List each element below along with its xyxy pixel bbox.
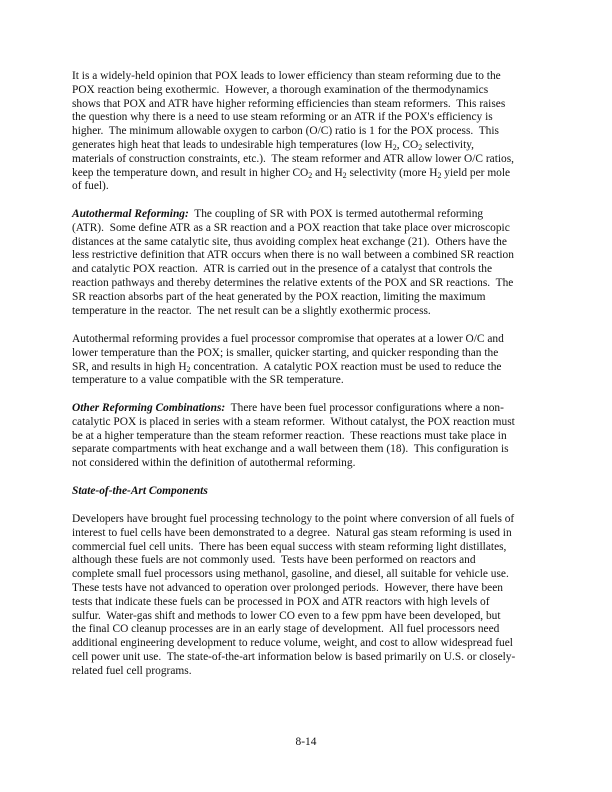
text-line: materials of construction constraints, etc.). The steam reformer and ATR allow lower O/C ratios, bbox=[72, 152, 515, 165]
text-line: the question why there is a need to use steam reforming or an ATR if the POX's efficiency is bbox=[72, 111, 493, 124]
text-line: lower temperature than the POX; is smaller, quicker starting, and quicker responding than the bbox=[72, 346, 499, 359]
text-line: higher. The minimum allowable oxygen to carbon (O/C) ratio is 1 for the POX process. This bbox=[72, 125, 499, 138]
text-line bbox=[72, 402, 552, 416]
text-run: There have been fuel processor configurations where a non- bbox=[225, 402, 504, 414]
paragraph-pox-efficiency bbox=[72, 70, 552, 194]
page-number: 8-14 bbox=[295, 736, 317, 748]
text-line: additional engineering development to reduce volume, weight, and cost to allow widespread fuel bbox=[72, 637, 513, 650]
text-line: cell power unit use. The state-of-the-art information below is based primarily on U.S. or closely- bbox=[72, 650, 516, 663]
text-line: sulfur. Water-gas shift and methods to lower CO even to a few ppm have been developed, but bbox=[72, 609, 501, 622]
text-line: Autothermal reforming provides a fuel processor compromise that operates at a lower O/C and bbox=[72, 333, 504, 345]
text-line: related fuel cell programs. bbox=[72, 664, 192, 677]
text-line: reaction pathways and thereby determines the relative extents of the POX and SR reactions. The bbox=[72, 276, 514, 289]
text-run: The coupling of SR with POX is termed autothermal reforming bbox=[188, 208, 484, 220]
text-line: of fuel). bbox=[72, 180, 109, 193]
text-line: SR, and results in high $H_2$ concentration. A catalytic POX reaction must be used to reduce the bbox=[72, 360, 502, 374]
text-line: generates high heat that leads to undesirable high temperatures (low $H_2$, $CO_2$ selectivity, bbox=[72, 138, 475, 152]
text-line: distances at the same catalytic site, thus avoiding complex heat exchange (21). Others have the bbox=[72, 235, 507, 248]
text-line: It is a widely-held opinion that POX leads to lower efficiency than steam reforming due to the bbox=[72, 70, 501, 82]
text-line: temperature in the reactor. The net result can be a slightly exothermic process. bbox=[72, 304, 431, 317]
text-line: POX reaction being exothermic. However, a thorough examination of the thermodynamics bbox=[72, 83, 489, 96]
paragraph-other-combinations bbox=[72, 402, 552, 471]
text-line: and catalytic POX reaction. ATR is carried out in the presence of a catalyst that controls the bbox=[72, 263, 493, 276]
text-line: keep the temperature down, and result in higher $CO_2$ and $H_2$ selectivity (more $H_2$ yield per mole bbox=[72, 166, 511, 180]
text-line: shows that POX and ATR have higher reforming efficiencies than steam reformers. This raises bbox=[72, 97, 506, 110]
text-line: commercial fuel cell units. There has been equal success with steam reforming light distillates, bbox=[72, 540, 507, 553]
text-line: complete small fuel processors using methanol, gasoline, and diesel, all suitable for vehicle use. bbox=[72, 568, 509, 581]
section-heading-autothermal: Autothermal Reforming: bbox=[72, 208, 189, 220]
text-line: less restrictive definition that ATR occurs when there is no wall between a combined SR reaction bbox=[72, 249, 514, 262]
text-line: not considered within the definition of autothermal reforming. bbox=[72, 457, 356, 470]
text-line: separate compartments with heat exchange and a wall between them (18). This configuration is bbox=[72, 443, 509, 456]
text-line: although these fuels are not commonly used. Tests have been performed on reactors and bbox=[72, 554, 476, 567]
paragraph-atr-compromise bbox=[72, 333, 552, 388]
text-line: tests that indicate these fuels can be processed in POX and ATR reactors with high levels of bbox=[72, 595, 490, 608]
text-line: temperature to a value compatible with the SR temperature. bbox=[72, 374, 344, 387]
text-line: (ATR). Some define ATR as a SR reaction and a POX reaction that take place over microscopic bbox=[72, 221, 510, 234]
section-heading-state-of-the-art: State-of-the-Art Components bbox=[72, 485, 208, 497]
section-state-of-the-art bbox=[72, 485, 552, 499]
paragraph-developers bbox=[72, 513, 552, 679]
text-line: the final CO cleanup processes are in an early stage of development. All fuel processors need bbox=[72, 623, 500, 636]
text-line: These tests have not advanced to operation over prolonged periods. However, there have been bbox=[72, 581, 503, 594]
text-line bbox=[72, 208, 552, 222]
text-line: interest to fuel cells have been demonstrated to a degree. Natural gas steam reforming is used in bbox=[72, 526, 512, 539]
text-line: be at a higher temperature than the steam reformer reaction. These reactions must take place in bbox=[72, 429, 507, 442]
text-line: catalytic POX is placed in series with a steam reformer. Without catalyst, the POX reaction must bbox=[72, 415, 515, 428]
text-line: SR reaction absorbs part of the heat generated by the POX reaction, limiting the maximum bbox=[72, 290, 486, 303]
section-heading-other-combinations: Other Reforming Combinations: bbox=[72, 402, 226, 414]
paragraph-autothermal-reforming bbox=[72, 208, 552, 318]
text-line: Developers have brought fuel processing technology to the point where conversion of all fuels of bbox=[72, 513, 515, 525]
